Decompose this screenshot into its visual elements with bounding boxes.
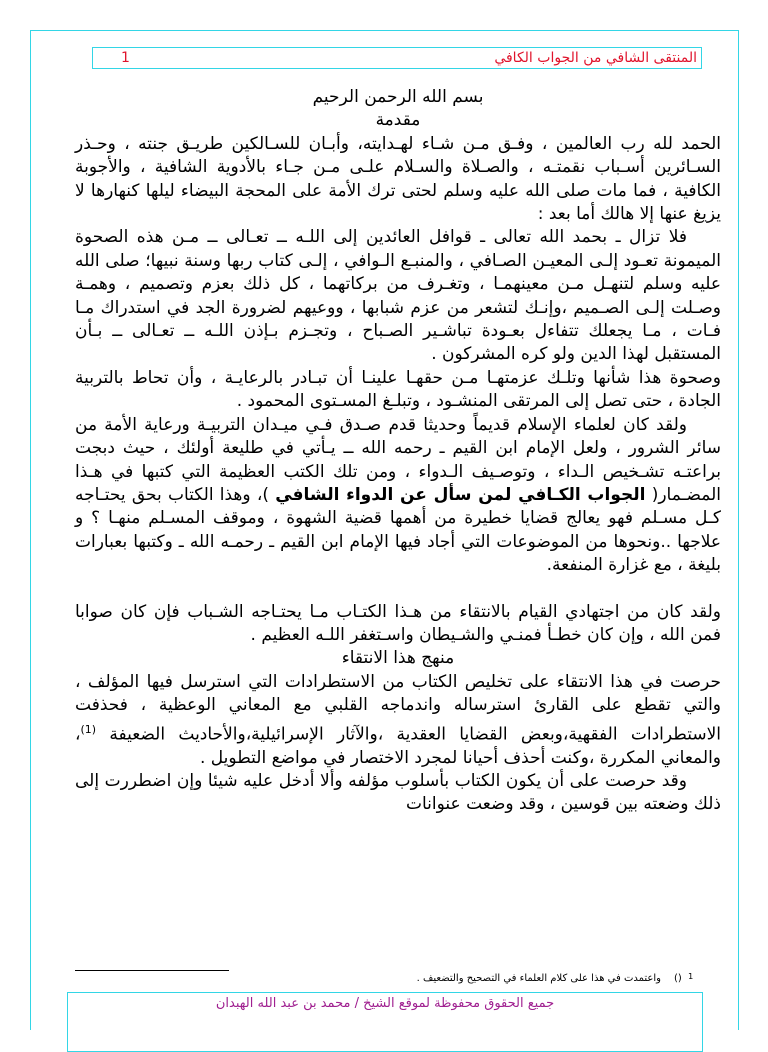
footnote-paren: ()	[674, 973, 682, 984]
paragraph-text: حرصت في هذا الانتقاء على تخليص الكتاب من الاستطرادات التي استرسل فيها المؤلف ، والتي تقطع على القارئ استرساله واندماجه القلبي مع المعاني الوعظية ، فحذفت الاستطرادات الفقهية،وبعض القضايا العقدية ،والآثار الإسرائيلية،والأحاديث الضعيفة	[75, 671, 721, 745]
page-number: 1	[121, 50, 130, 66]
paragraph: وصحوة هذا شأنها وتلـك عزمتهـا مـن حقهـا علينـا أن تبـادر بالرعايـة ، وأن تحاط بالتربية الجادة ، حتى تصل إلى المرتقى المنشـود ، وتبلـغ المسـتوى المحمود .	[75, 367, 721, 412]
paragraph: وقد حرصت على أن يكون الكتاب بأسلوب مؤلفه وألا أدخل عليه شيئا وإن اضطررت إلى ذلك وضعته بين قوسين ، وقد وضعت عنوانات	[75, 771, 721, 815]
footnote-text: واعتمدت في هذا على كلام العلماء في التصحيح والتضعيف .	[416, 973, 661, 984]
footnote-marker: 1	[688, 971, 694, 981]
basmala: بسم الله الرحمن الرحيم	[312, 87, 484, 107]
paragraph: فلا تزال ـ بحمد الله تعالى ـ قوافل العائدين إلى اللـه ــ تعـالى ــ مـن هذه الصحوة الميمونة تعـود إلـى المعيـن الصـافي ، والمنبـع الـوافي ، إلـى كتاب ربها وسنة نبيها؛ صلى الله عليه وسلم لتنهـل مـن معينهمـا ، وتغـرف من بركاتهما ، كل ذلك بعزم وتصميم ، وهمـة وصـلت إلـى الصـميم ،وإنـك لتشعر من عزم شبابها ، ووعيهم لضرورة الجد في استدراك مـا فـات ، مـا يجعلك تتفاءل بعـودة تباشـير الصـباح ، وتجـزم بـإذن اللـه ــ تعـالى ــ بـأن المستقبل لهذا الدين ولو كره المشركون .	[75, 227, 721, 365]
header-title: المنتقى الشافي من الجواب الكافي	[494, 50, 697, 66]
paragraph-text: )، وهذا الكتاب بحق يحتـاجه كـل مسـلم فهو يعالج قضايا خطيرة من أهمها قضية الشهوة ، وموقف المسـلم منهـا ؟ و علاجها ..ونحوها من الموضوعات التي أجاد فيها الإمام ابن القيم ـ رحمـه الله ـ وكتبها بعبارات بليغة ، مع غزارة المنفعة.	[75, 484, 721, 576]
copyright-text: جميع الحقوق محفوظة لموقع الشيخ / محمد بن عبد الله الهبدان	[215, 996, 555, 1011]
copyright-footer	[67, 992, 703, 1052]
document-page	[30, 30, 739, 1030]
paragraph: الحمد لله رب العالمين ، وفـق مـن شـاء لهـدايته، وأبـان للسـالكين طريـق جنته ، وحـذر السـائرين أسـباب نقمتـه ، والصـلاة والسـلام علـى مـن جـاء بالأدوية الشافية ، والأجوبة الكافية ، فما مات صلى الله عليه وسلم لحتى ترك الأمة على المحجة البيضاء ليلها كنهارها لا يزيغ عنها إلا هالك أما بعد :	[75, 133, 721, 225]
document-body	[75, 86, 721, 817]
paragraph-text: ولقد كان لعلماء الإسلام قديماً وحديثا قدم صـدق فـي ميـدان التربيـة ورعاية الأمة من سائر الشرور ، ولعل الإمام ابن القيم ـ رحمه الله ــ يـأتي في طليعة أولئك ، حيث دبجت براعتـه تشـخيص الـداء ، وتوصـيف الـدواء ، ومن تلك الكتب العظيمة التي كتبها في هـذا المضـمار(	[75, 414, 721, 505]
book-title: الجواب الكـافي لمن سأل عن الدواء الشافي	[275, 484, 646, 505]
paragraph	[75, 671, 721, 770]
paragraph-text: ، والمعاني المكررة ،وكنت أحذف أحيانا لمجرد الاختصار في مواضع التطويل .	[75, 724, 721, 768]
paragraph	[75, 414, 721, 578]
method-heading: منهج هذا الانتقاء	[341, 648, 455, 669]
paragraph: ولقد كان من اجتهادي القيام بالانتقاء من هـذا الكتـاب مـا يحتـاجه الشـباب فإن كان صوابا فمن الله ، وإن كان خطـأ فمنـي والشـيطان واسـتغفر اللـه العظيم .	[75, 601, 721, 645]
page-header	[92, 47, 702, 69]
footnote-ref[interactable]: (1)	[80, 722, 97, 736]
footnote-separator	[75, 970, 229, 971]
intro-heading: مقدمة	[375, 110, 421, 131]
